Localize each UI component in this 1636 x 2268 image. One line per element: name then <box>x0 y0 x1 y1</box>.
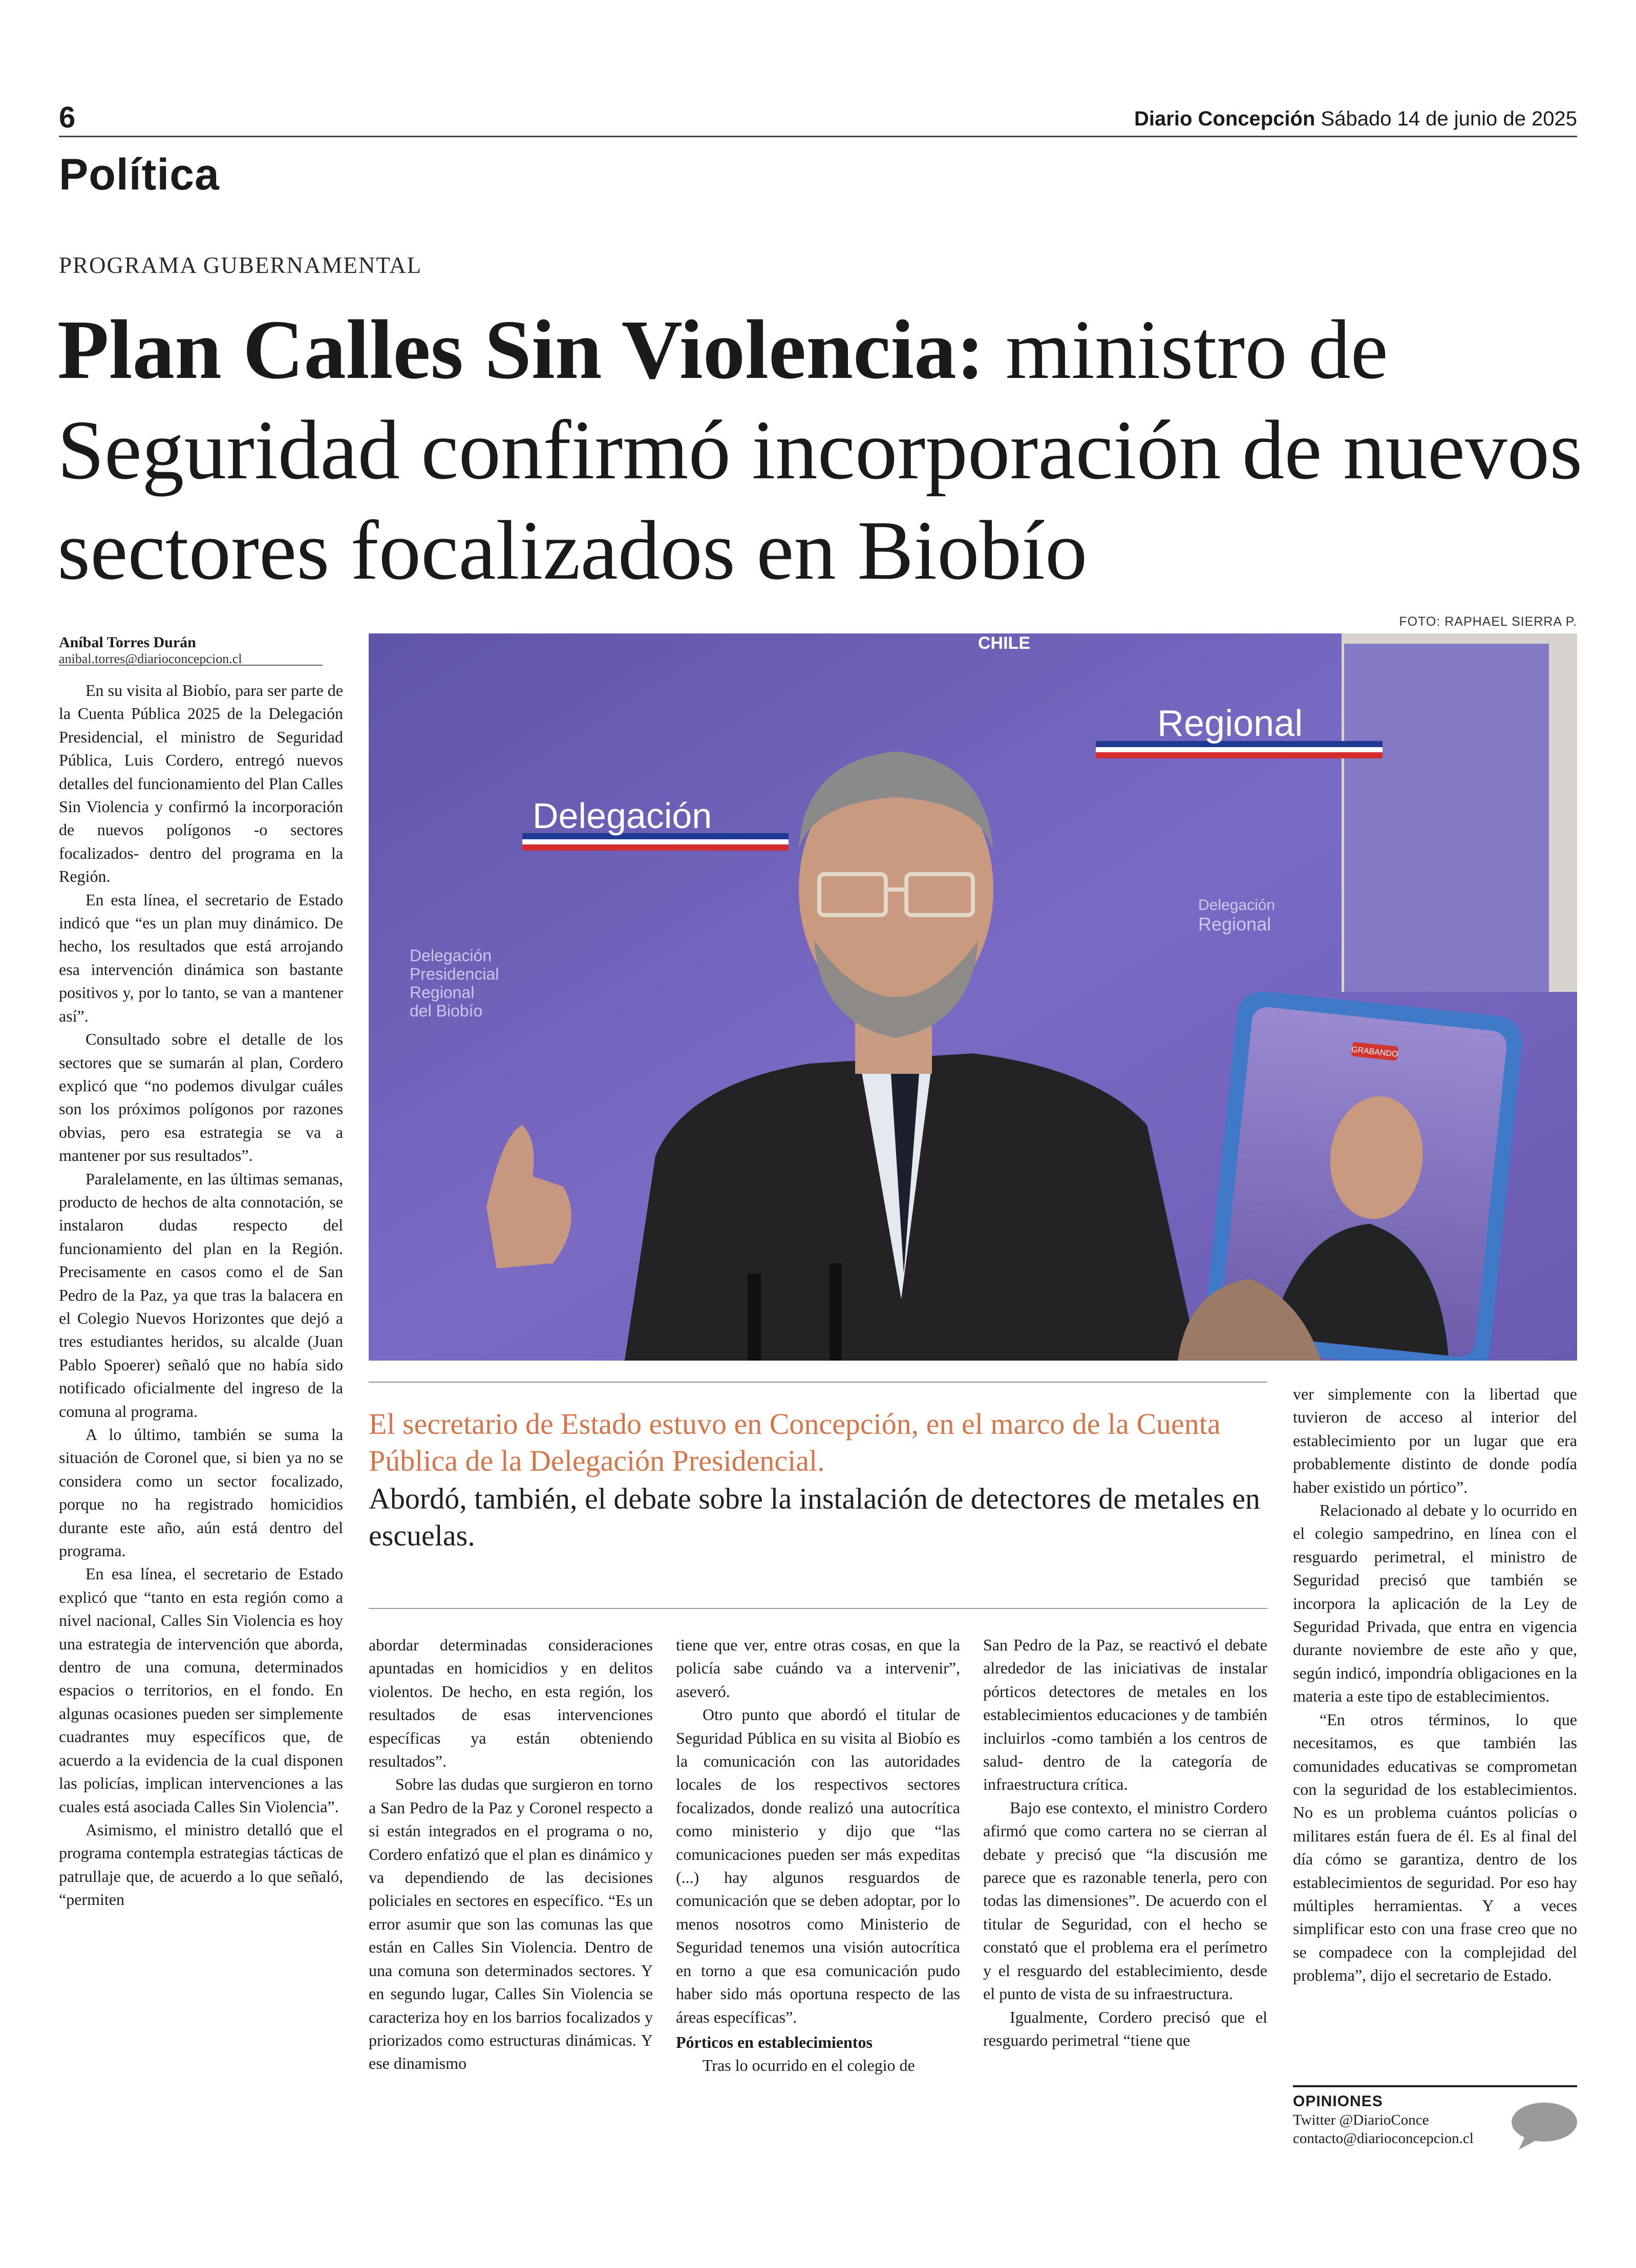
deck <box>369 1406 1270 1554</box>
page-number: 6 <box>59 101 76 134</box>
byline <box>59 634 325 667</box>
paragraph: Asimismo, el ministro detalló que el programa contempla estrategias tácticas de patrullaje que, de acuerdo a lo que señaló, “permiten <box>59 1820 343 1909</box>
author-name: Aníbal Torres Durán <box>59 634 196 651</box>
paragraph: Bajo ese contexto, el ministro Cordero afirmó que como cartera no se cierran al debate y precisó que “la discusión me parece que es razonable tenerla, pero con todas las dimensiones”. De acuerdo con el titular de Seguridad, con el hecho se constató que el problema era el perímetro y el resguardo del establecimiento, desde el punto de vista de su infraestructura. <box>983 1798 1267 2003</box>
subhead: Pórticos en establecimientos <box>676 2032 873 2051</box>
article-column-5 <box>1293 1383 1577 1987</box>
paragraph: Igualmente, Cordero precisó que el resguardo perimetral “tiene que <box>983 2007 1267 2049</box>
byline-rule <box>59 665 323 666</box>
opinion-label: OPINIONES <box>1293 2093 1383 2110</box>
article-column-1 <box>59 679 343 1912</box>
headline <box>57 300 1583 601</box>
paragraph: Consultado sobre el detalle de los sectores que se sumarán al plan, Cordero explicó que “no podemos divulgar cuáles son los próximos polígonos por razones obvias, pero esa estrategia se va a mantener por sus resultados”. <box>59 1030 343 1165</box>
publication-name[interactable]: Diario Concepción <box>1134 108 1315 130</box>
banner-small-2: Presidencial <box>410 965 499 983</box>
paragraph: Otro punto que abordó el titular de Seguridad Pública en su visita al Biobío es la comunicación con las autoridades locales de los respectivos sectores focalizados, donde realizó una autocrítica como ministerio y dijo que “las comunicaciones pueden ser más expeditas (...) hay algunos resguardos de comunicación que se deben adoptar, por lo menos nosotros como Ministerio de Seguridad tenemos una visión autocrítica en torno a que esa comunicación pudo haber sido más oportuna respecto de las áreas específicas”. <box>676 1705 960 2026</box>
article-column-3 <box>676 1634 960 2078</box>
header-rule <box>59 136 1577 137</box>
section-title[interactable]: Política <box>59 150 220 199</box>
deck-rule-bottom <box>369 1608 1267 1609</box>
opinion-rule <box>1293 2085 1577 2087</box>
banner-chile: CHILE <box>978 633 1030 653</box>
banner-text-regional: Regional <box>1157 703 1303 744</box>
phone-badge: GRABANDO <box>1351 1045 1399 1059</box>
masthead <box>1134 108 1577 131</box>
deck-secondary: Abordó, también, el debate sobre la instalación de detectores de metales en escuelas. <box>369 1482 1260 1552</box>
banner-small-4: del Biobío <box>410 1002 483 1020</box>
banner-text-main: Delegación <box>533 796 712 836</box>
headline-strong: Plan Calles Sin Violencia: <box>57 303 985 396</box>
paragraph: San Pedro de la Paz, se reactivó el debate alrededor de las iniciativas de instalar pórticos detectores de metales en los establecimientos educaciones y de también incluirlos -como también a los centros de salud- dentro de la categoría de infraestructura crítica. <box>983 1636 1267 1794</box>
deck-rule-top <box>369 1382 1267 1383</box>
paragraph: Tras lo ocurrido en el colegio de <box>703 2056 915 2075</box>
author-email[interactable]: anibal.torres@diarioconcepcion.cl <box>59 651 242 666</box>
paragraph: abordar determinadas consideraciones apuntadas en homicidios y en delitos violentos. De hecho, en esta región, los resultados de esas intervenciones específicas ya están obteniendo resultados”. <box>369 1636 653 1771</box>
speech-bubble-icon <box>1510 2101 1579 2152</box>
paragraph: ver simplemente con la libertad que tuvieron de acceso al interior del establecimiento por un lugar que era probablemente distinto de donde podía haber existido un pórtico”. <box>1293 1385 1577 1496</box>
contact-email[interactable]: contacto@diarioconcepcion.cl <box>1293 2130 1474 2147</box>
paragraph: Relacionado al debate y lo ocurrido en el colegio sampedrino, en línea con el resguardo perimetral, el ministro de Seguridad precisó que también se incorpora la aplicación de la Ley de Seguridad Privada, que entra en vigencia durante noviembre de este año y que, según indicó, impondría obligaciones en la materia a este tipo de establecimientos. <box>1293 1501 1577 1706</box>
issue-date: Sábado 14 de junio de 2025 <box>1321 108 1577 130</box>
article-column-2 <box>369 1634 653 2075</box>
deck-summary: El secretario de Estado estuvo en Concepción, en el marco de la Cuenta Pública de la Delegación Presidencial. <box>369 1407 1221 1477</box>
paragraph: A lo último, también se suma la situación de Coronel que, si bien ya no se considera como un sector focalizado, porque no ha registrado homicidios durante este año, aún está dentro del programa. <box>59 1425 343 1560</box>
paragraph: En esa línea, el secretario de Estado explicó que “tanto en esta región como a nivel nacional, Calles Sin Violencia es hoy una estrategia de intervención que aborda, dentro de una comuna, determinados espacios o territorios, en el fondo. En algunas ocasiones pueden ser simplemente cuadrantes muy específicos que, de acuerdo a la evidencia de la cual disponen las policías, implican intervenciones a las cuales está asociada Calles Sin Violencia”. <box>59 1564 343 1816</box>
article-photo[interactable] <box>369 633 1577 1361</box>
photo-credit: FOTO: RAPHAEL SIERRA P. <box>1399 614 1577 629</box>
photo-illustration <box>369 633 1577 1361</box>
opinion-box <box>1293 2092 1474 2148</box>
kicker: PROGRAMA GUBERNAMENTAL <box>59 252 422 278</box>
headline-rest: ministro de Seguridad confirmó incorporación de nuevos sectores focalizados en Biobío <box>57 303 1583 597</box>
paragraph: Paralelamente, en las últimas semanas, producto de hechos de alta connotación, se instalaron dudas respecto del funcionamiento del plan en la Región. Precisamente en casos como el de San Pedro de la Paz, ya que tras la balacera en el Colegio Nuevos Horizontes que dejó a tres estudiantes heridos, su alcalde (Juan Pablo Spoerer) señaló que no había sido notificado oficialmente del ingreso de la comuna al programa. <box>59 1169 343 1421</box>
article-column-4 <box>983 1634 1267 2052</box>
paragraph: En su visita al Biobío, para ser parte de la Cuenta Pública 2025 de la Delegación Presidencial, el ministro de Seguridad Pública, Luis Cordero, entregó nuevos detalles del funcionamiento del Plan Calles Sin Violencia y confirmó la incorporación de nuevos polígonos -o sectores focalizados- dentro del programa en la Región. <box>59 681 343 886</box>
paragraph: Sobre las dudas que surgieron en torno a San Pedro de la Paz y Coronel respecto a si están integrados en el programa o no, Cordero enfatizó que el plan es dinámico y va dependiendo de las decisiones policiales en sectores en específico. “Es un error asumir que son las comunas las que están en Calles Sin Violencia. Dentro de una comuna son determinados sectores. Y en segundo lugar, Calles Sin Violencia se caracteriza hoy en los barrios focalizados y priorizados como estructuras dinámicas. Y ese dinamismo <box>369 1775 653 2073</box>
banner-small-5: Delegación <box>1198 897 1276 914</box>
banner-small-1: Delegación <box>410 946 492 965</box>
twitter-handle[interactable]: Twitter @DiarioConce <box>1293 2112 1429 2128</box>
paragraph: “En otros términos, lo que necesitamos, es que también las comunidades educativas se comprometan con la seguridad de los establecimientos. No es un problema cuántos policías o militares están fuera de él. Es al final del día cómo se garantiza, dentro de los establecimientos de seguridad. Por eso hay múltiples herramientas. Y a veces simplificar esto con una frase creo que no se compadece con la complejidad del problema”, dijo el secretario de Estado. <box>1293 1710 1577 1985</box>
banner-small-6: Regional <box>1198 914 1271 935</box>
paragraph: En esta línea, el secretario de Estado indicó que “es un plan muy dinámico. De hecho, los resultados que está arrojando esa intervención dinámica son bastante positivos y, por lo tanto, se van a mantener así”. <box>59 890 343 1025</box>
paragraph: tiene que ver, entre otras cosas, en que la policía sabe cuándo va a intervenir”, aseveró. <box>676 1636 960 1701</box>
banner-small-3: Regional <box>410 983 475 1002</box>
